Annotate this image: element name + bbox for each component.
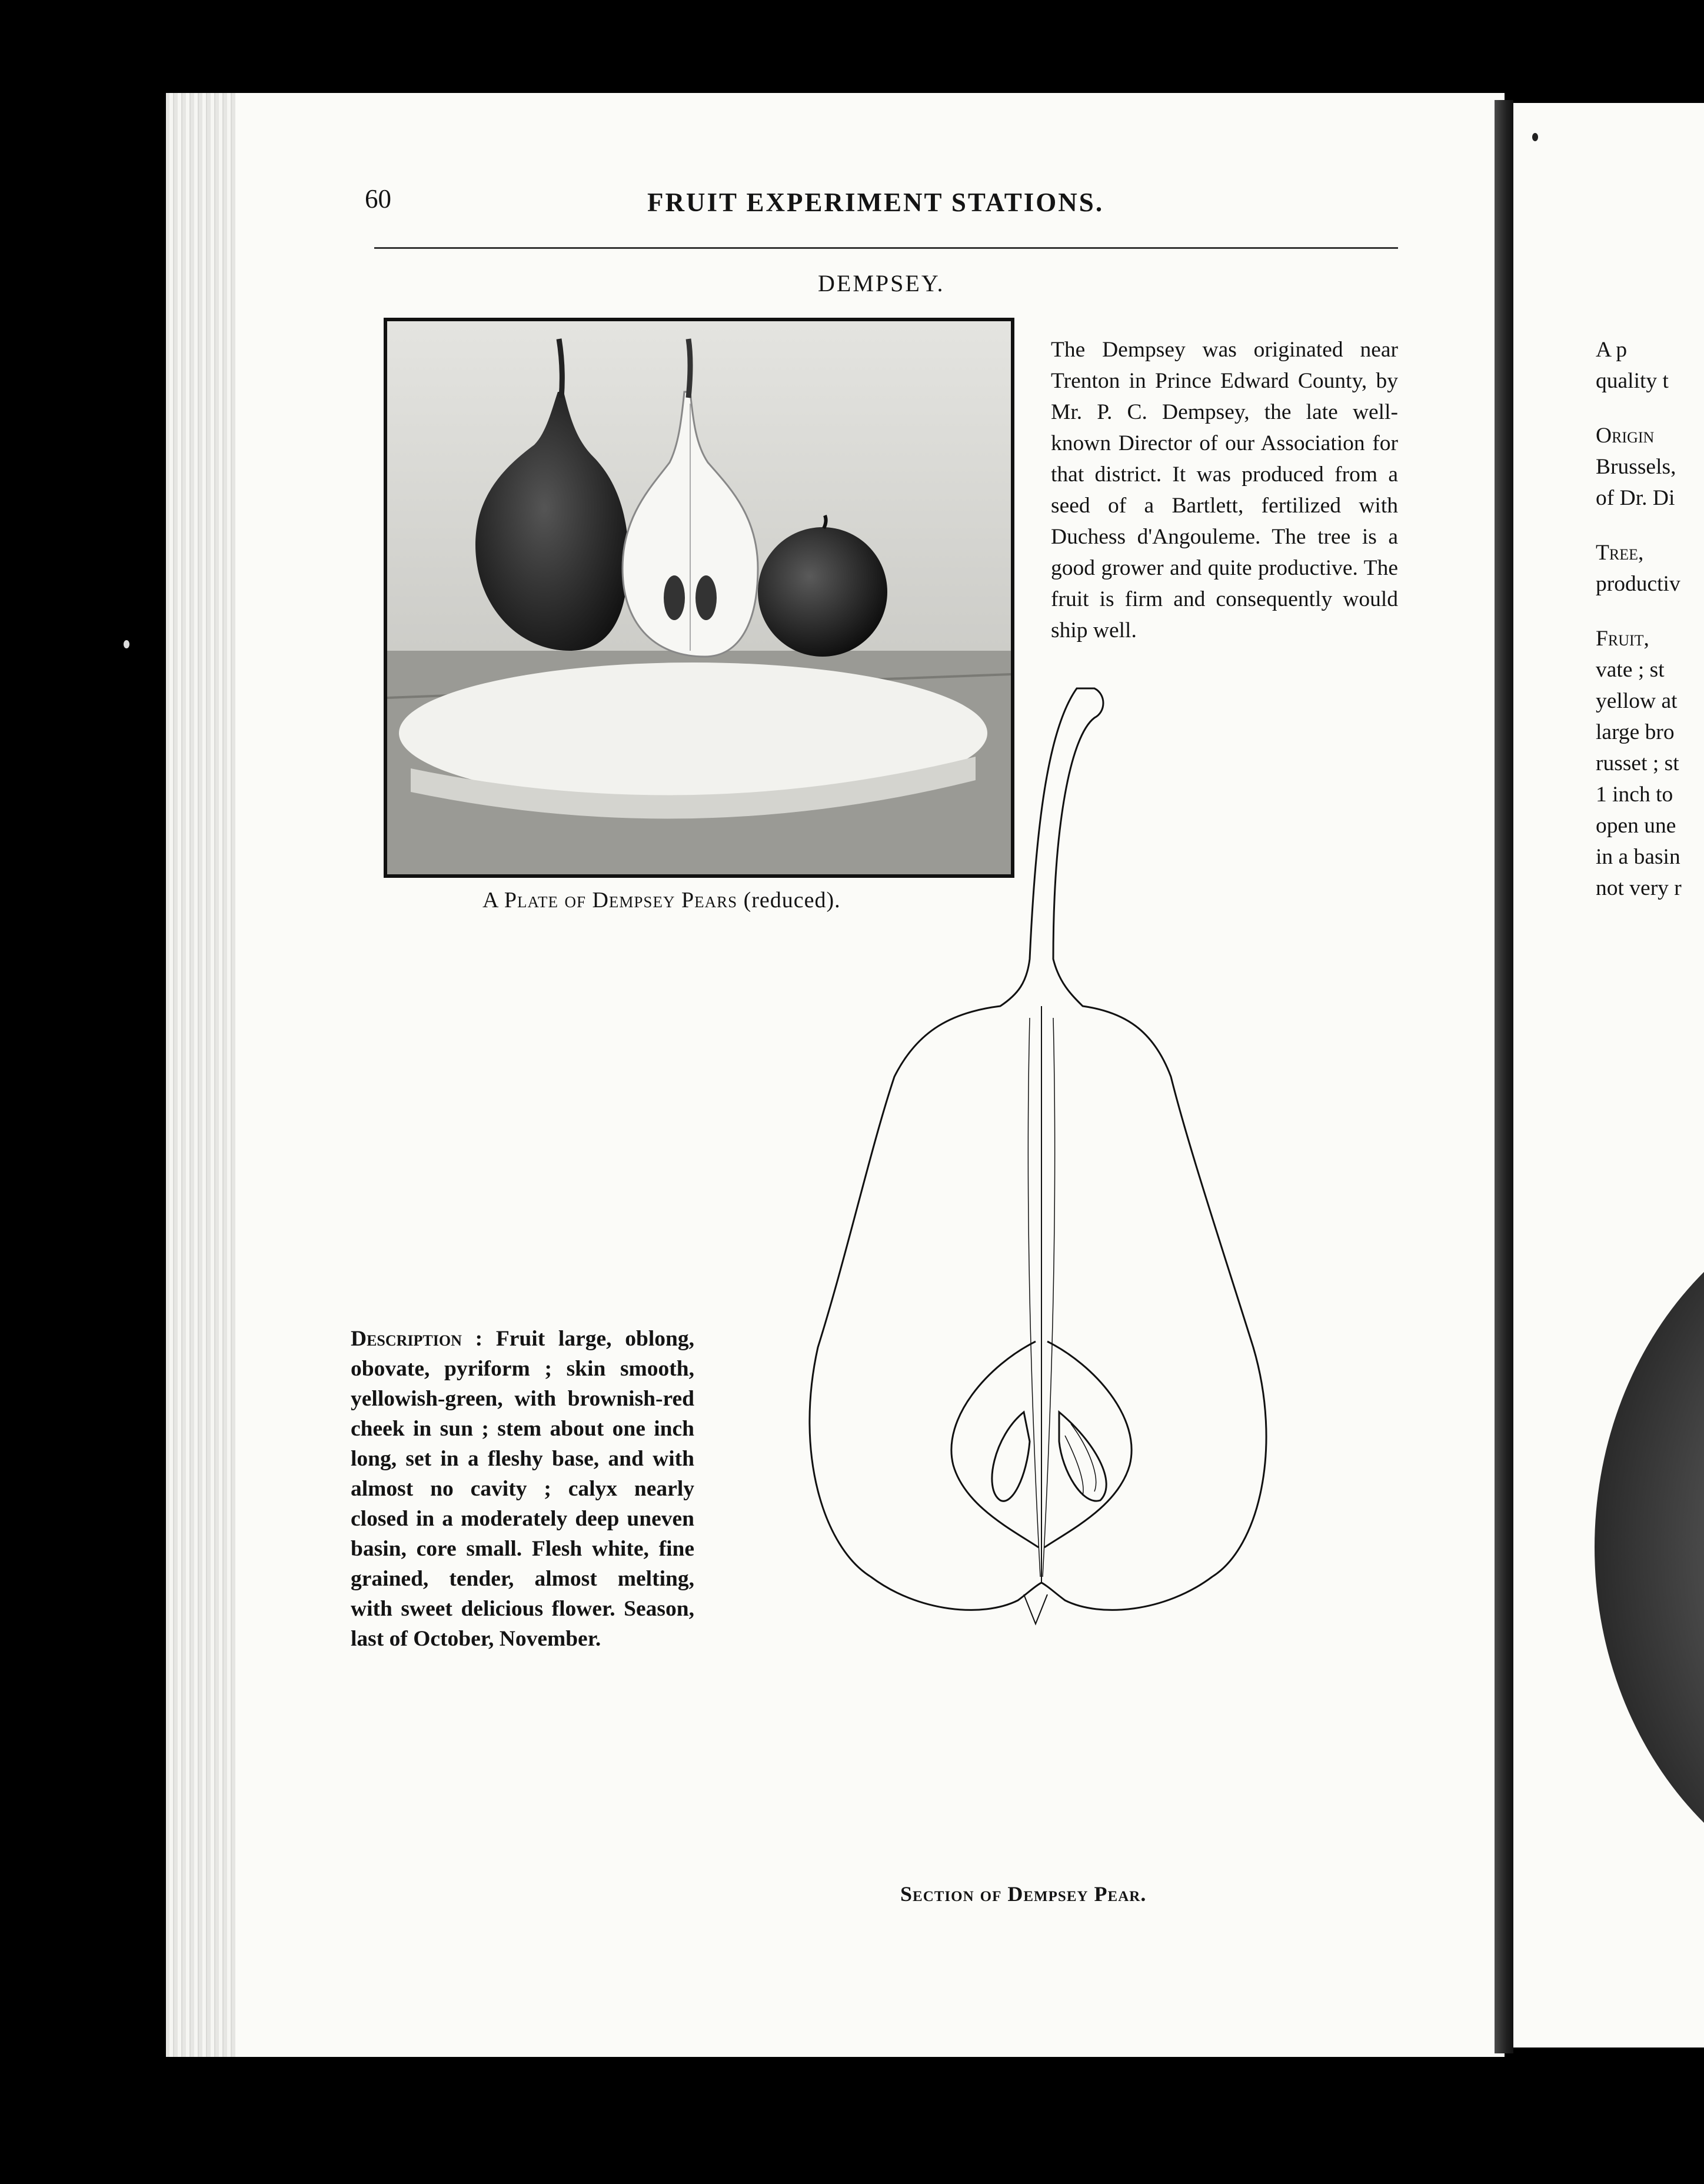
right-line: Tree, — [1596, 541, 1644, 565]
right-line: Origin — [1596, 424, 1655, 448]
right-line: A p — [1596, 338, 1628, 362]
description-body: : Fruit large, oblong, obovate, pyriform ; skin smooth, yellowish-green, with brownish-red cheek in sun ; stem about one inch long, set in a fleshy base, and with almost no cavity ; calyx nearly closed in a moderately deep uneven basin, core small. Flesh white, fine grained, tender, almost melting, with sweet delicious flower. Season, last of October, November. — [351, 1327, 695, 1651]
right-line: vate ; st — [1596, 658, 1665, 682]
scan-speck — [1532, 133, 1538, 141]
right-line: Fruit, — [1596, 627, 1649, 651]
right-line: productiv — [1596, 572, 1680, 596]
right-line: quality t — [1596, 369, 1669, 393]
right-line: russet ; st — [1596, 751, 1679, 775]
right-page-text — [1596, 334, 1704, 904]
right-line: not very r — [1596, 876, 1682, 900]
page-number: 60 — [365, 184, 391, 214]
right-page-fruit-illustration — [1583, 1171, 1704, 1936]
header-rule — [374, 247, 1398, 249]
right-line: Brussels, — [1596, 455, 1676, 479]
right-line: of Dr. Di — [1596, 486, 1675, 510]
book-gutter — [1495, 100, 1513, 2053]
photo-caption-suffix: (reduced). — [737, 888, 841, 913]
pear-section-drawing — [718, 677, 1306, 1718]
drawing-caption — [900, 1882, 1146, 1906]
scan-speck — [124, 640, 129, 648]
photo-caption-title: A Plate of Dempsey Pears — [482, 888, 738, 913]
drawing-caption-text: Section of Dempsey Pear. — [900, 1882, 1147, 1906]
right-line: 1 inch to — [1596, 783, 1673, 807]
right-line: in a basin — [1596, 845, 1680, 869]
intro-paragraph: The Dempsey was originated near Trenton in Prince Edward County, by Mr. P. C. Dempsey, the late well-known Director of our Association for that district. It was produced from a seed of a Bartlett, fertilized with Duchess d'Angouleme. The tree is a good grower and quite productive. The fruit is firm and consequently would ship well. — [1051, 338, 1398, 642]
description-paragraph — [351, 1324, 694, 1654]
right-line: open une — [1596, 814, 1676, 838]
running-title: FRUIT EXPERIMENT STATIONS. — [647, 188, 1104, 217]
right-line: yellow at — [1596, 689, 1678, 713]
page-edges — [166, 93, 235, 2057]
right-line: large bro — [1596, 720, 1675, 744]
description-lead: Description — [351, 1327, 462, 1351]
section-title: DEMPSEY. — [818, 270, 945, 297]
